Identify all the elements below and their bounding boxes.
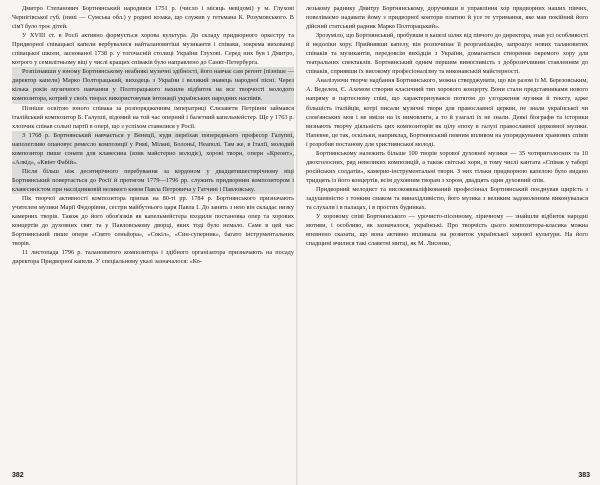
book-gutter [296,0,298,485]
paragraph: Зрозуміло, що Бортнянський, пробувши в капелі шлях від півчого до директора, знав усі особливості й недоліки хору. Прийнявши капелу, він розпочинає її реорганізацію, запрошує нових талановитих співаків та музикантів, передовсім вихідців з України, домагається створення окремого хору для театральних спектаклів. Бортнянський одним першим вимогливість з доброзичливим ставленням до співаків, сприявши їх високому професіоналізму та виконавській майстерності. [306,32,588,76]
paragraph: Бортнянському належить більше 100 творів хорової духовної музики — 35 чотириголосних та 10 двохголосних, ряд невеликих композицій, а також світські хори, в тому числі кантата «Співак у таборі російських солдатів», камерно-інструментальні твори. З них тільки придворною капелою було видано тридцять із його концертів, всім духовним творам з хором, двадцять один духовний спів. [306,149,588,184]
paragraph: Пік творчої активності композитора припав на 80-ті рр. 1784 р. Бортнянського призначають учителем музики Марії Федорівни, сестри майбутнього царя Павла І. До занять з нею він складає низку камерних творів. Також до його обов'язків як капельмейстера входили постановка опер та хорових концертів до духовних свят та у Павловському дворці, яких тоді було немало. Саме в цей час Бортнянський пише опери «Свято сеньйора», «Сокіл», «Син-суперник», багато інструментальних творів. [12,194,294,248]
page-number-left: 382 [12,472,24,479]
paragraph: Аналізуючи творче надбання Бортнянського, можна стверджувати, що він разом із М. Березовським, А. Веделем, Є. Ахемом створив класичний тип хорового концерту. Вони стали представниками нового напряму в партесному співі, що характеризувався потягом до узгодження музики й тексту, адже більшість італійців, котрі писали музичні твори для православної церкви, не знали української чи слов'янських мов і не вміли на їх вимовляти, а то й узагалі їх не знали. Деякі біографи та історики визнають творчу діяльність цих композиторів як цілу епоху в галузі православної церковної музики. Напевне, це так, оскільки, наприклад, Бортнянський певним впливом на упорядкування храмових співів і розробив постанову для християнської молоді. [306,77,588,148]
paragraph: У хоровому співі Бортнянського — урочисто-пісенному, ліричному — знайшли відбиток народні мотиви, і особливо, як зазначалося, українські. Про творчість цього композитора-класика можна впевнено сказати, що вона активно впливала на розвиток української хорової культури. На його спадщині вчилися такі славетні митці, як М. Лисенко, [306,213,588,248]
paragraph: Пізніше освітою юного співака за розпорядженням імператриці Єлизавети Петрівни займався італійський композитор Б. Галуппі, відомий на той час оперний і балетний капельмейстер. Ще у 1763 р. хлопчик співав сольні партії в опері, що з успіхом ставилися у Росії. [12,104,294,130]
paragraph: 11 листопада 1796 р. талановитого композитора і здібного організатора призначають на посаду директора Придворної капели. У спеціальному указі зазначалося: «Ко- [12,249,294,266]
left-page [12,4,294,474]
paragraph: Після більш ніж десятирічного перебування за кордоном у двадцятишестирічному віці Бортнянський повертається до Росії й протягом 1779—1796 рр. служить придворним композитором і клавесиністом при наслідниковій великого князя Павла Петровича у Гатчині і Павловську. [12,167,294,193]
right-page [306,4,588,474]
paragraph: Дмитро Степанович Бортнянський народився 1751 р. (число і місяць невідомі) у м. Глухові Чернігівської губ. (нині — Сумська обл.) у родині козака, що служив у гетьмана К. Розумовського. В сім'ї було троє дітей. [12,5,294,31]
paragraph: У XVIII ст. в Росії активно формується хорова культура. До складу придворного оркестру та Придворної співацької капели вербувалися найталановитіші музиканти і співаки, зокрема вихованці співацької школи, заснованої 1738 р. у тогочасній столиці України Глухові. Серед них був і Дмитро, котрого у семилітньому віці у числі кращих співаків було направлено до Санкт-Петербурга. [12,32,294,67]
paragraph: Придворний мелодист та високоякваліфікований професіонал Бортнянський поєднував щирість з задушевністю з тонким смаком та винахідливістю, його музика з великим задоволенням виконувалася та слухали і в палацах, і в простих будинках. [306,185,588,212]
page-number-right: 383 [578,472,590,479]
paragraph: З 1768 р. Бортнянський навчається у Венеції, куди переїхав попереднього професор Галуппі, наполегливо опановує ремесло композиції у Римі, Мілані, Болоньї, Неаполі. Там же, в Італії, молодий композитор пише сонати для клавесина (язик майстерно володіє), хорові твори, опери «Креонт», «Алкід», «Квінт Фабій». [12,131,294,166]
paragraph: лезькому раднику Дмитру Бортнянському, доручивши в управління хор придворних наших півчих, повеліваємо надавати йому з придворної контори платню й усе те утримання, яке мав покійний його дійсний статський радник Марко Полторацький». [306,5,588,31]
paragraph: Розпізнавши у юному Бортнянському неабиякі музичні здібності, його навчає сам регент (пізніше — директор капели) Марко Полторацький, виходець з України і великий знавець народної пісні. Через кілька років музичного навчання у Полторацького нахили відбиток на все творчості молодого композитора, котрий у своїх творах використовував інтонації українських народних наспівів. [12,68,294,103]
